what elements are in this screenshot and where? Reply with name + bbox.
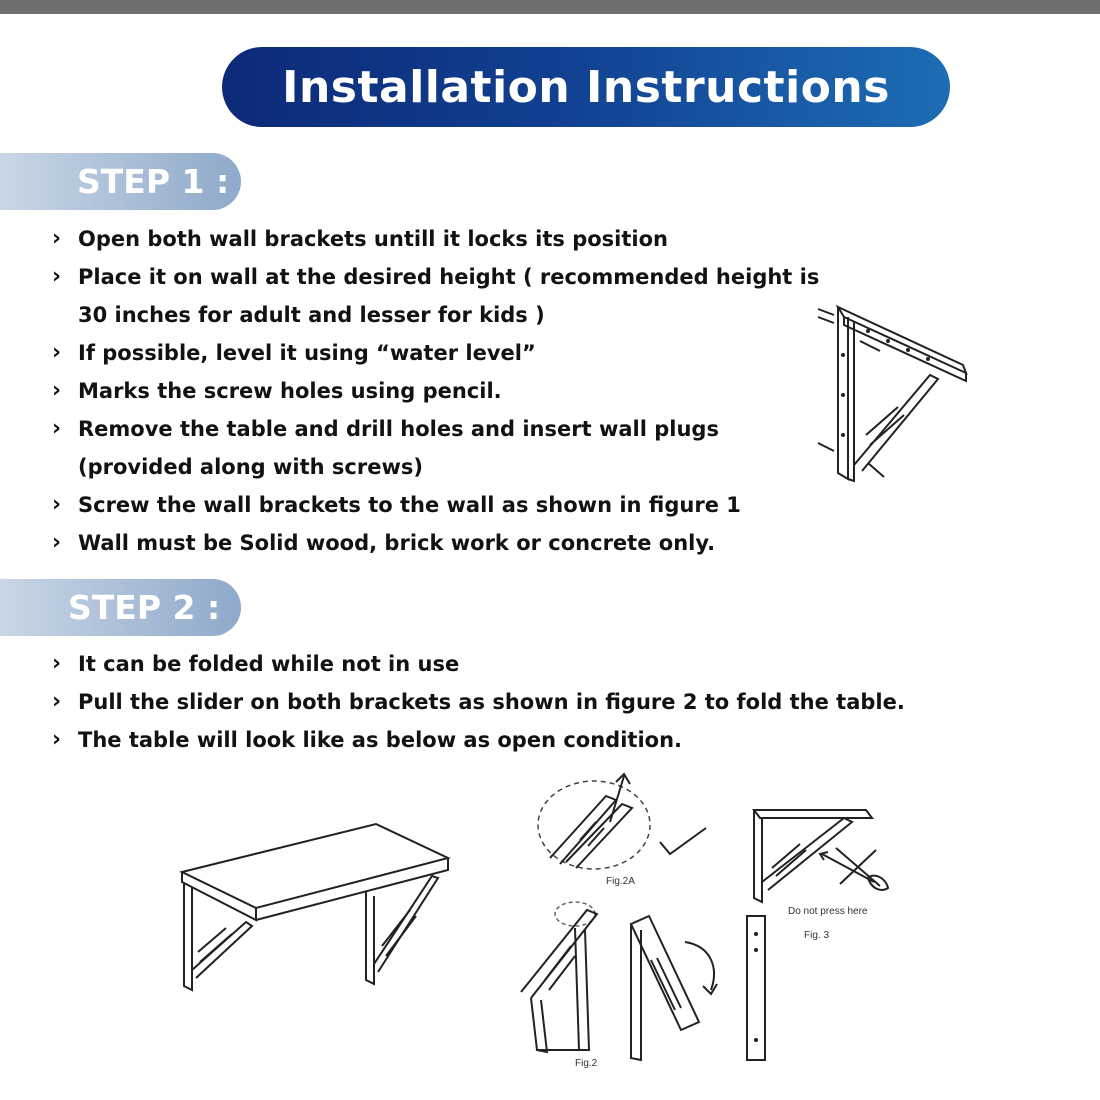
chevron-right-icon: › — [52, 416, 62, 441]
chevron-right-icon: › — [52, 378, 62, 403]
step-item-text: Marks the screw holes using pencil. — [78, 379, 502, 403]
step1-item — [50, 410, 819, 486]
chevron-right-icon: › — [52, 492, 62, 517]
chevron-right-icon: › — [52, 226, 62, 251]
step-item-text: Place it on wall at the desired height ( recommended height is — [78, 265, 820, 289]
wall-bracket-figure-1 — [808, 295, 978, 495]
step-2-banner — [0, 579, 241, 636]
step-item-text: The table will look like as below as open condition. — [78, 728, 682, 752]
page-title: Installation Instructions — [282, 61, 890, 113]
step2-item — [50, 721, 905, 759]
step2-item — [50, 683, 905, 721]
chevron-right-icon: › — [52, 727, 62, 752]
step1-item — [50, 524, 819, 562]
figure-2a — [536, 770, 716, 895]
step1-item — [50, 220, 819, 258]
figure-2a-label: Fig.2A — [606, 876, 635, 887]
figure-3-warning: Do not press here — [788, 906, 868, 917]
step-item-text: Pull the slider on both brackets as shown in figure 2 to fold the table. — [78, 690, 905, 714]
chevron-right-icon: › — [52, 689, 62, 714]
step-item-text: (provided along with screws) — [78, 455, 423, 479]
figure-2-label: Fig.2 — [575, 1058, 598, 1069]
step-item-text: Wall must be Solid wood, brick work or concrete only. — [78, 531, 716, 555]
step-item-text: Remove the table and drill holes and insert wall plugs — [78, 417, 719, 441]
top-bar — [0, 0, 1100, 14]
table-open-figure — [176, 820, 456, 995]
chevron-right-icon: › — [52, 530, 62, 555]
step-1-heading: STEP 1 : — [77, 162, 230, 201]
chevron-right-icon: › — [52, 264, 62, 289]
step1-item — [50, 486, 819, 524]
step1-item — [50, 258, 819, 334]
step-item-text: Open both wall brackets untill it locks its position — [78, 227, 668, 251]
chevron-right-icon: › — [52, 651, 62, 676]
step1-item — [50, 372, 819, 410]
step-item-text: Screw the wall brackets to the wall as shown in figure 1 — [78, 493, 741, 517]
step-item-text: 30 inches for adult and lesser for kids ) — [78, 303, 545, 327]
step2-item — [50, 645, 905, 683]
chevron-right-icon: › — [52, 340, 62, 365]
step-2-list — [50, 645, 905, 759]
step-1-banner — [0, 153, 241, 210]
figure-2 — [515, 900, 795, 1075]
step-2-heading: STEP 2 : — [68, 588, 221, 627]
step-1-list — [50, 220, 819, 562]
figure-3-label: Fig. 3 — [804, 930, 830, 941]
title-banner — [222, 47, 950, 127]
step-item-text: If possible, level it using “water level” — [78, 341, 536, 365]
step-item-text: It can be folded while not in use — [78, 652, 460, 676]
step1-item — [50, 334, 819, 372]
